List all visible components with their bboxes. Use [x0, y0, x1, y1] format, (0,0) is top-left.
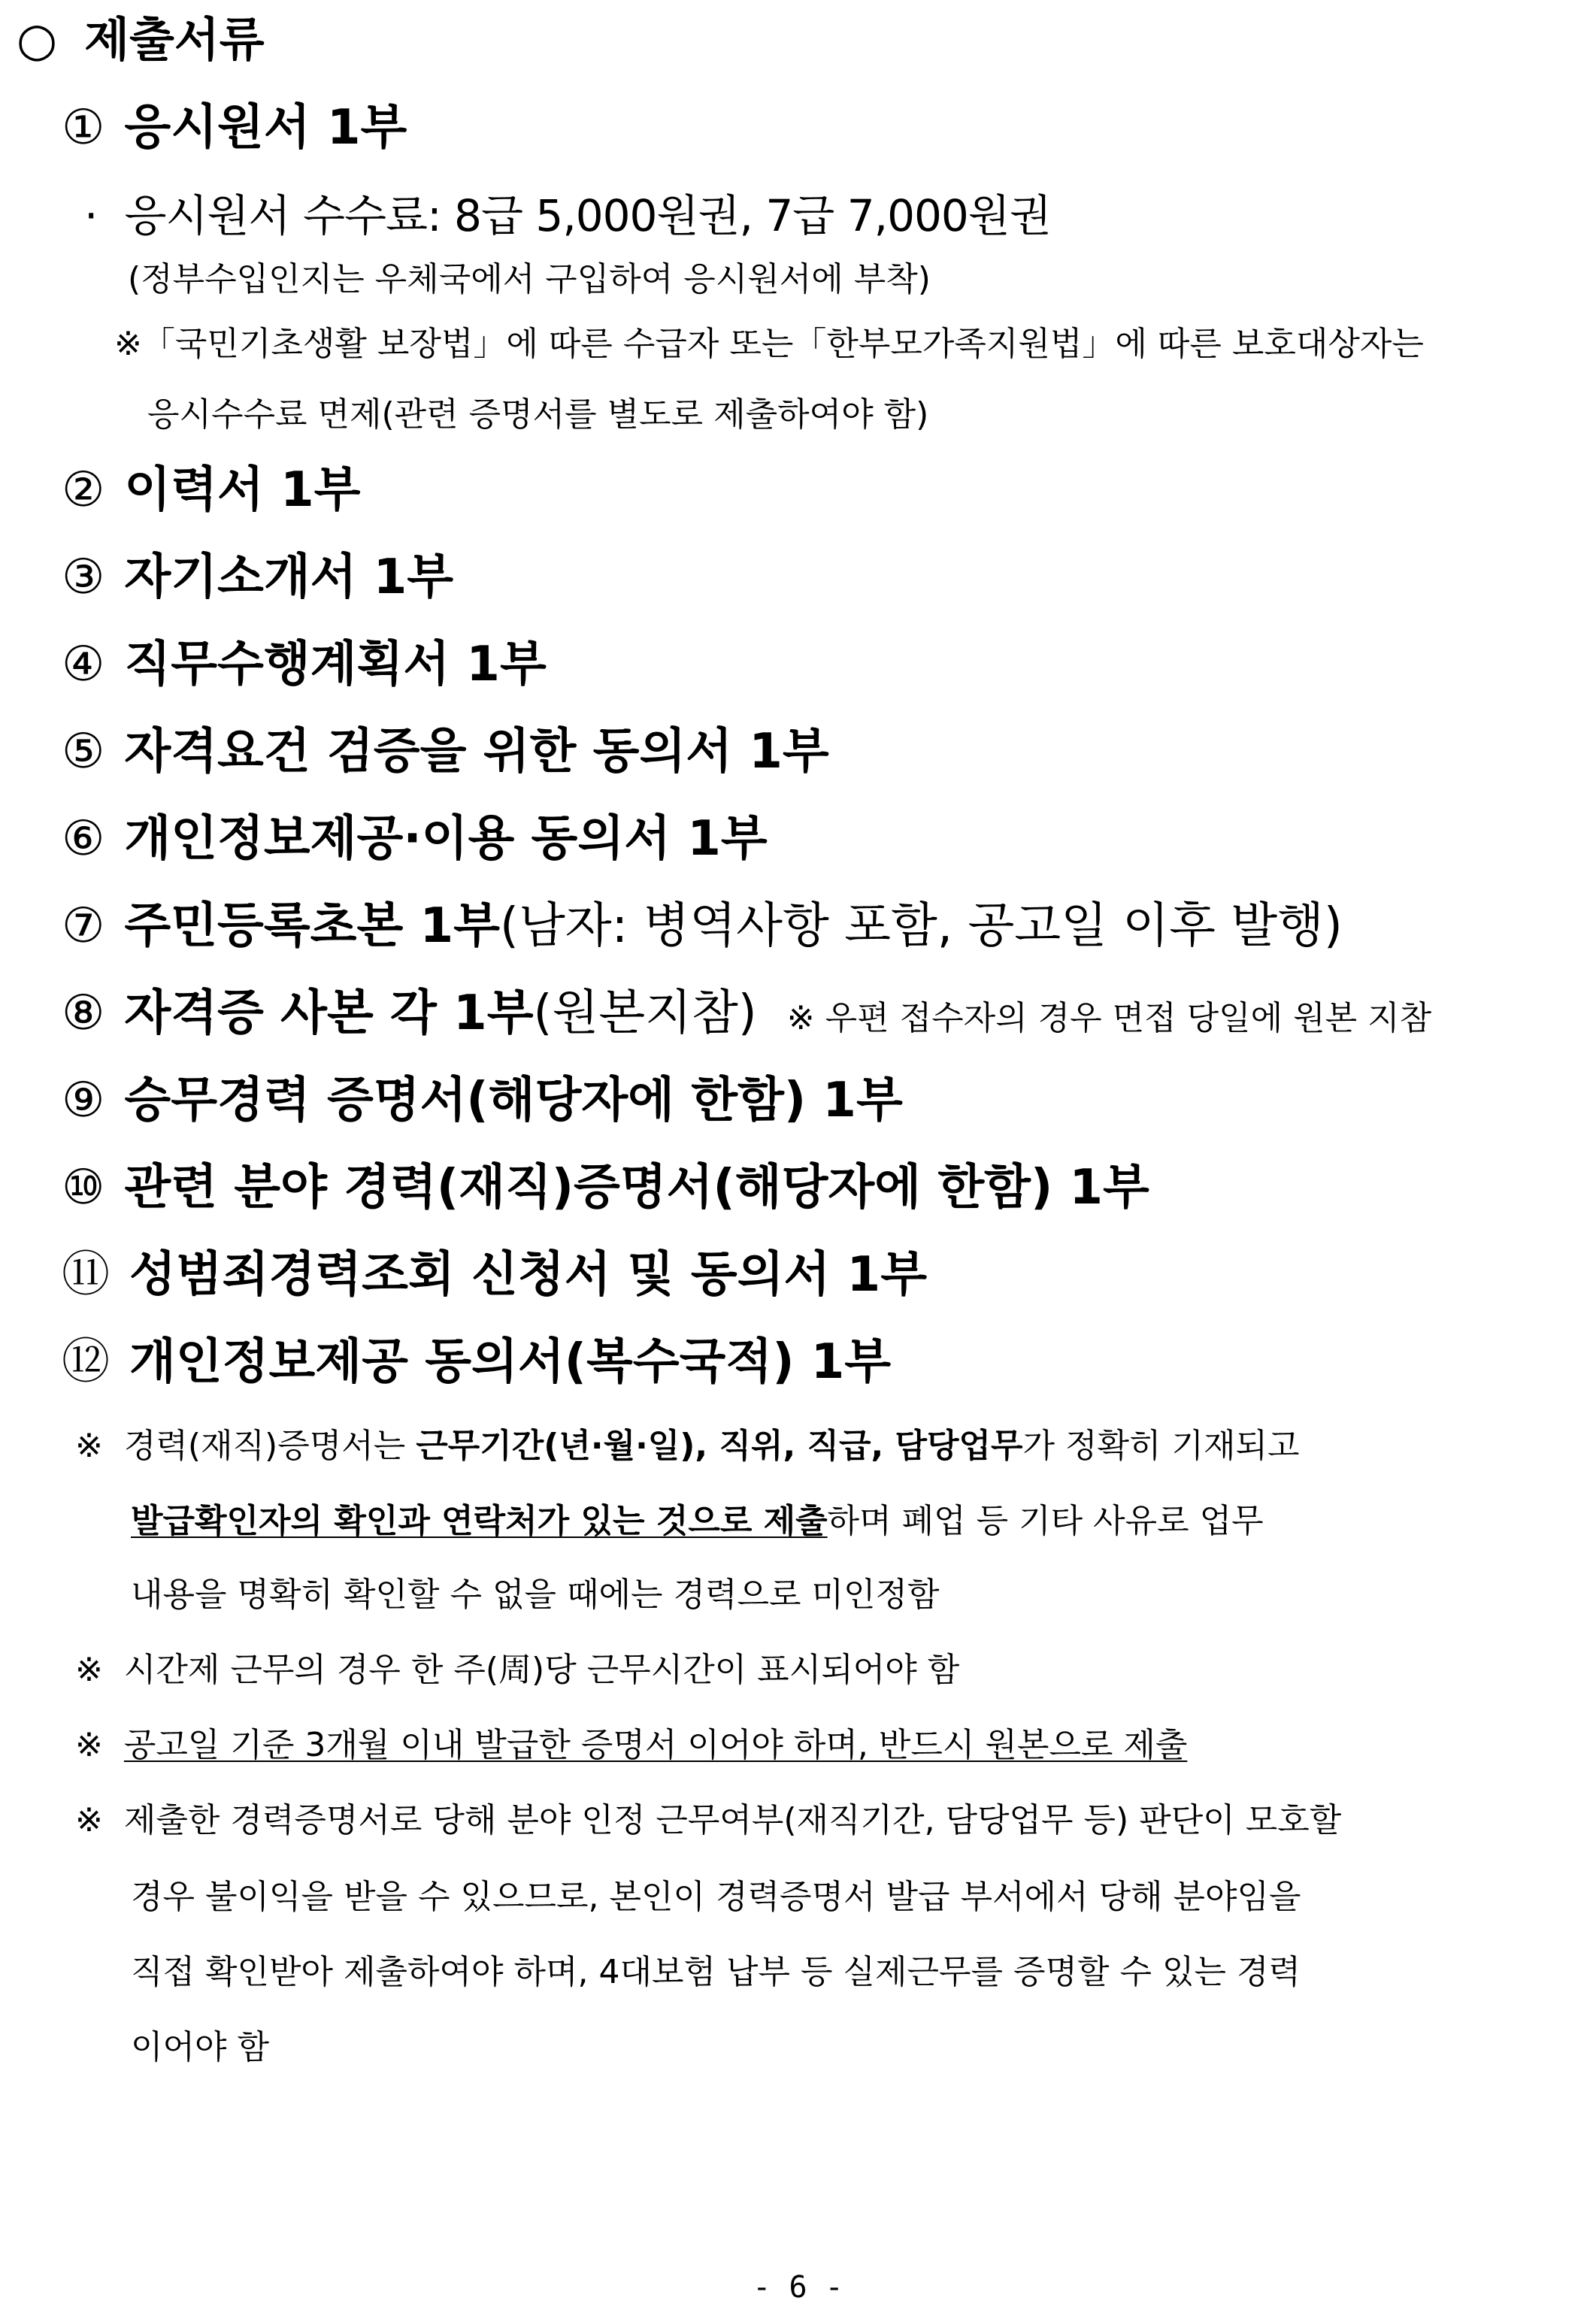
- note-1-line-3: 내용을 명확히 확인할 수 없을 때에는 경력으로 미인정함: [131, 1576, 940, 1614]
- item-number: ⑦: [62, 898, 105, 954]
- item-number: ⑤: [62, 724, 105, 780]
- item-label: 개인정보제공·이용 동의서 1부: [124, 811, 768, 867]
- item-note: ※ 우편 접수자의 경우 면접 당일에 원본 지참: [786, 999, 1432, 1037]
- item-number: ⑧: [62, 985, 105, 1041]
- item-number: ⑥: [62, 811, 105, 867]
- item-label: 개인정보제공 동의서(복수국적) 1부: [129, 1334, 892, 1390]
- item-extra: (남자: 병역사항 포함, 공고일 이후 발행): [499, 898, 1343, 954]
- item-number: ④: [62, 637, 105, 692]
- note-mark: ※: [75, 1726, 103, 1764]
- note-text: 제출한 경력증명서로 당해 분야 인정 근무여부(재직기간, 담당업무 등) 판단이 모호할: [123, 1801, 1342, 1839]
- doc-item-8: [62, 985, 1432, 1041]
- item-number: ②: [62, 462, 105, 518]
- note-text: 경력(재직)증명서는: [123, 1427, 416, 1465]
- item-number: ⑫: [62, 1334, 110, 1390]
- section-heading: [17, 12, 265, 67]
- doc-item-10: [62, 1160, 1149, 1216]
- note-3: [75, 1726, 1188, 1764]
- section-title: 제출서류: [84, 12, 265, 67]
- note-1-line-2: [131, 1502, 1264, 1540]
- item-label: 자격증 사본 각 1부: [124, 985, 534, 1041]
- page-number: - 6 -: [753, 2270, 843, 2305]
- note-bold: 근무기간(년·월·일), 직위, 직급, 담당업무: [416, 1427, 1023, 1465]
- item-label: 직무수행계획서 1부: [124, 637, 547, 692]
- note-mark: ※: [75, 1801, 103, 1839]
- note-4-line-2: 경우 불이익을 받을 수 있으므로, 본인이 경력증명서 발급 부서에서 당해 분야임을: [131, 1878, 1301, 1916]
- item-label: 자격요건 검증을 위한 동의서 1부: [124, 724, 829, 780]
- item-label: 응시원서 1부: [124, 100, 407, 156]
- doc-item-2: [62, 462, 361, 518]
- note-bold-underlined: 발급확인자의 확인과 연락처가 있는 것으로 제출: [131, 1502, 828, 1540]
- doc-item-11: [62, 1247, 928, 1303]
- doc-item-4: [62, 637, 547, 692]
- item-extra: (원본지참): [533, 985, 757, 1041]
- item-number: ⑪: [62, 1247, 110, 1303]
- circle-bullet: ○: [17, 12, 58, 67]
- fee-text: 응시원서 수수료: 8급 5,000원권, 7급 7,000원권: [124, 190, 1051, 241]
- doc-item-7: [62, 898, 1343, 954]
- note-1-line-1: [75, 1427, 1300, 1465]
- doc-item-1: [62, 100, 407, 156]
- doc-item-12: [62, 1334, 892, 1390]
- note-text: 시간제 근무의 경우 한 주(周)당 근무시간이 표시되어야 함: [123, 1651, 960, 1689]
- note-text: 가 정확히 기재되고: [1022, 1427, 1300, 1465]
- item-number: ⑩: [62, 1160, 105, 1216]
- item-label: 승무경력 증명서(해당자에 한함) 1부: [124, 1073, 903, 1128]
- item-label: 성범죄경력조회 신청서 및 동의서 1부: [129, 1247, 928, 1303]
- item-number: ⑨: [62, 1073, 105, 1128]
- item-label: 이력서 1부: [124, 462, 361, 518]
- item-label: 관련 분야 경력(재직)증명서(해당자에 한함) 1부: [124, 1160, 1149, 1216]
- fee-note-2: 응시수수료 면제(관련 증명서를 별도로 제출하여야 함): [147, 395, 929, 434]
- fee-note-1: ※「국민기초생활 보장법」에 따른 수급자 또는「한부모가족지원법」에 따른 보호대상자는: [114, 325, 1424, 363]
- doc-item-6: [62, 811, 768, 867]
- note-mark: ※: [75, 1651, 103, 1689]
- item-number: ③: [62, 549, 105, 605]
- fee-sub: (정부수입인지는 우체국에서 구입하여 응시원서에 부착): [128, 260, 931, 298]
- note-4-line-4: 이어야 함: [131, 2028, 270, 2066]
- doc-item-9: [62, 1073, 903, 1128]
- item-label: 자기소개서 1부: [124, 549, 454, 605]
- doc-item-5: [62, 724, 829, 780]
- note-mark: ※: [75, 1427, 103, 1465]
- fee-line: [84, 190, 1051, 241]
- note-underlined: 공고일 기준 3개월 이내 발급한 증명서 이어야 하며, 반드시 원본으로 제출: [123, 1726, 1188, 1764]
- note-4-line-1: [75, 1801, 1342, 1839]
- item-label: 주민등록초본 1부: [124, 898, 500, 954]
- fee-bullet: ·: [84, 190, 98, 241]
- note-text: 하며 폐업 등 기타 사유로 업무: [827, 1502, 1264, 1540]
- note-2: [75, 1651, 960, 1689]
- item-number: ①: [62, 100, 105, 156]
- note-4-line-3: 직접 확인받아 제출하여야 하며, 4대보험 납부 등 실제근무를 증명할 수 있는 경력: [131, 1953, 1301, 1991]
- doc-item-3: [62, 549, 454, 605]
